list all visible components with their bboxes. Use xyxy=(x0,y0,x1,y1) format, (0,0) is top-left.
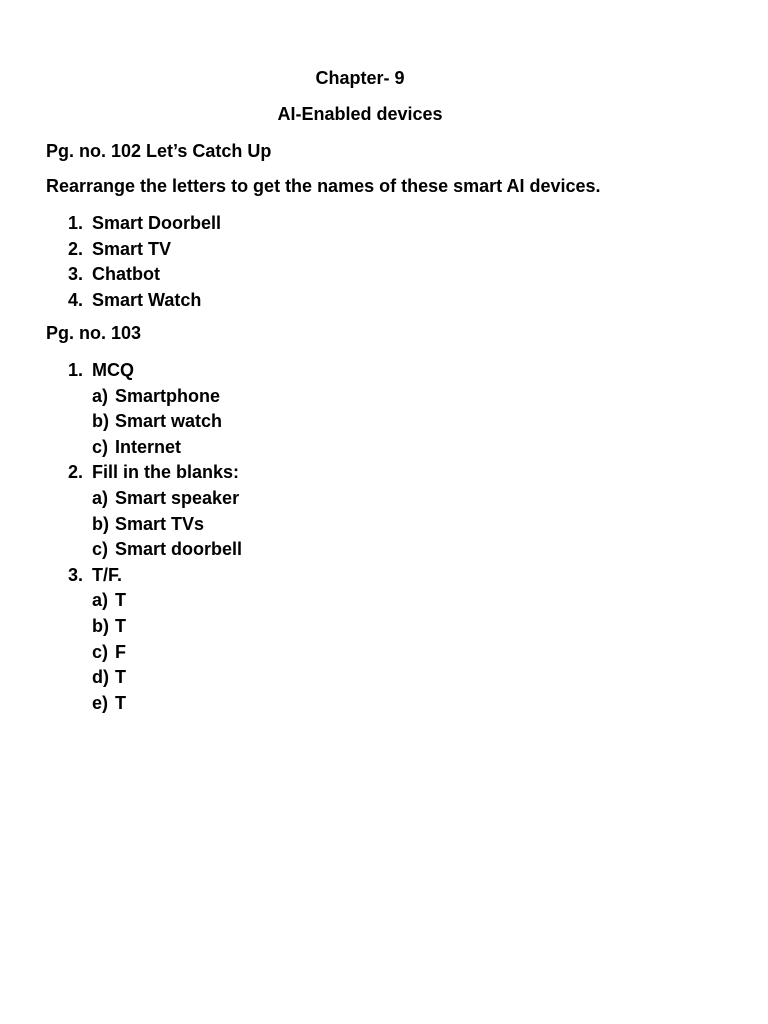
answer-list xyxy=(68,384,242,461)
section-heading-pg103: Pg. no. 103 xyxy=(46,323,142,343)
answer-text: Smart TVs xyxy=(115,513,205,534)
question-text: T/F. xyxy=(92,564,122,585)
answer-letter: d) xyxy=(92,667,109,688)
question-number: 2. xyxy=(68,462,84,483)
item-text: Chatbot xyxy=(92,264,160,285)
answer-item xyxy=(92,537,242,563)
item-number: 3. xyxy=(68,264,84,285)
answer-item xyxy=(92,691,242,717)
list-item xyxy=(68,288,221,314)
question-number: 3. xyxy=(68,564,84,585)
answer-text: T xyxy=(115,692,126,713)
answer-list xyxy=(68,486,242,563)
answer-letter: b) xyxy=(92,411,109,432)
question-row xyxy=(68,358,242,384)
answer-list xyxy=(68,588,242,716)
answer-text: F xyxy=(115,641,126,662)
answer-item xyxy=(92,486,242,512)
answer-letter: c) xyxy=(92,641,109,662)
list-item xyxy=(68,211,221,237)
question-row xyxy=(68,563,242,589)
question-item xyxy=(68,460,242,562)
item-text: Smart Doorbell xyxy=(92,213,222,233)
chapter-title: Chapter- 9 xyxy=(315,68,405,88)
answer-item xyxy=(92,588,242,614)
answer-item xyxy=(92,665,242,691)
answer-letter: a) xyxy=(92,590,109,611)
catch-up-answer-list xyxy=(68,211,221,313)
question-item xyxy=(68,563,242,717)
item-number: 1. xyxy=(68,213,84,233)
item-text: Smart Watch xyxy=(92,289,202,310)
answer-letter: c) xyxy=(92,436,109,457)
question-text: MCQ xyxy=(92,360,134,380)
question-item xyxy=(68,358,242,460)
answer-item xyxy=(92,409,242,435)
section-instruction: Rearrange the letters to get the names of these smart AI devices. xyxy=(46,176,601,196)
answer-letter: a) xyxy=(92,487,109,508)
answer-letter: b) xyxy=(92,513,109,534)
answer-item xyxy=(92,640,242,666)
item-number: 2. xyxy=(68,238,84,259)
answer-item xyxy=(92,512,242,538)
answer-letter: a) xyxy=(92,385,109,406)
section-heading-pg102: Pg. no. 102 Let’s Catch Up xyxy=(46,141,272,161)
list-item xyxy=(68,237,221,263)
question-row xyxy=(68,460,242,486)
item-number: 4. xyxy=(68,289,84,310)
question-text: Fill in the blanks: xyxy=(92,462,240,483)
item-text: Smart TV xyxy=(92,238,172,259)
list-item xyxy=(68,262,221,288)
answer-text: T xyxy=(115,667,126,688)
answer-text: T xyxy=(115,590,126,611)
answer-item xyxy=(92,435,242,461)
answer-item xyxy=(92,614,242,640)
answer-item xyxy=(92,384,242,410)
answer-letter: e) xyxy=(92,692,109,713)
pg103-question-list xyxy=(68,358,242,716)
question-number: 1. xyxy=(68,360,84,380)
answer-text: Smart speaker xyxy=(115,487,240,508)
chapter-subtitle: AI-Enabled devices xyxy=(277,104,443,124)
answer-letter: c) xyxy=(92,539,109,560)
answer-letter: b) xyxy=(92,615,109,636)
answer-text: Smart watch xyxy=(115,411,223,432)
answer-text: Smartphone xyxy=(115,385,221,406)
answer-text: T xyxy=(115,615,126,636)
answer-text: Smart doorbell xyxy=(115,539,243,560)
answer-text: Internet xyxy=(115,436,182,457)
